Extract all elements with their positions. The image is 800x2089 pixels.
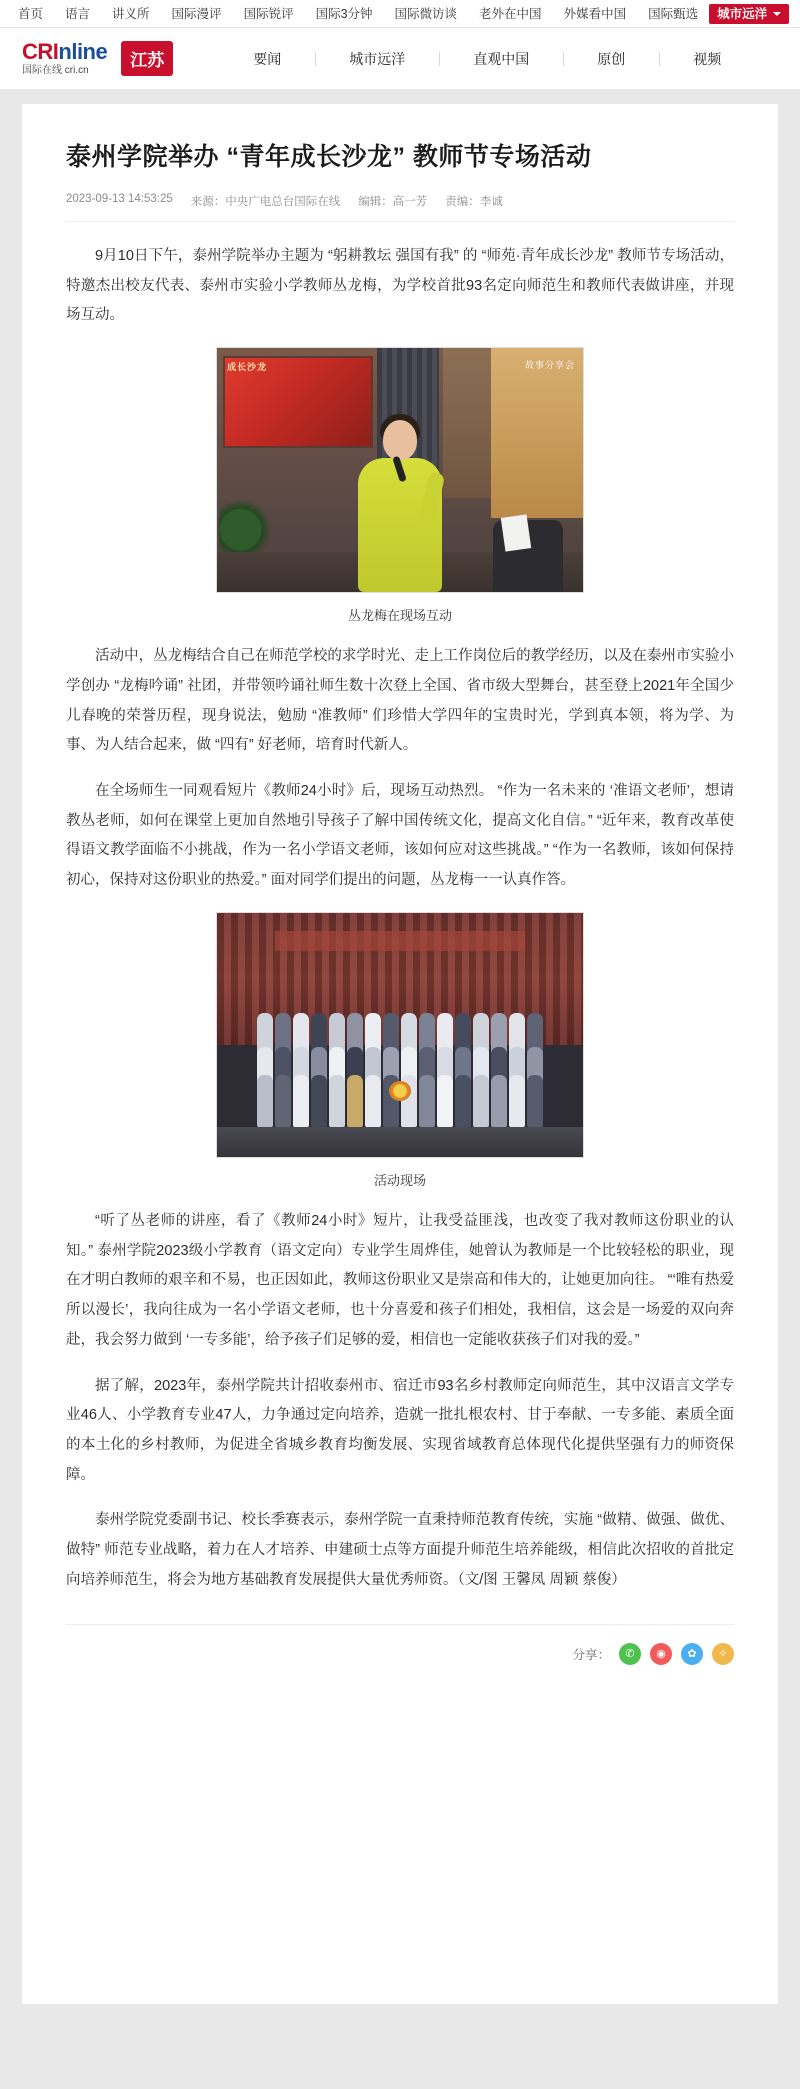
article-paragraph: 9月10日下午，泰州学院举办主题为 “躬耕教坛 强国有我” 的 “师苑·青年成长沙龙” 教师节专场活动，特邀杰出校友代表、泰州市实验小学教师丛龙梅，为学校首批93名定向师范生和教师代表做讲座，并现场互动。 [66,248,734,324]
chevron-down-icon [773,12,781,16]
topnav-item-9[interactable]: 国际甄选 [648,6,699,21]
qzone-icon[interactable]: ✧ [712,1643,734,1665]
photo1-speaker [352,412,448,592]
header-nav-item-0[interactable]: 要闻 [253,50,282,67]
qq-icon[interactable]: ✿ [681,1643,703,1665]
topnav-item-0[interactable]: 首页 [18,6,44,21]
article-paragraph: 据了解，2023年，泰州学院共计招收泰州市、宿迁市93名乡村教师定向师范生，其中汉语言文学专业46人、小学教育专业47人，力争通过定向培养，造就一批扎根农村、甘于奉献、一专多能、素质全面的本土化的乡村教师，为促进全省城乡教育均衡发展、实现省域教育总体现代化提供坚强有力的师资保障。 [66,1377,734,1483]
logo-line-1 [22,41,107,63]
meta-datetime: 2023-09-13 14:53:25 [66,193,173,205]
header-nav-item-1[interactable]: 城市远洋 [315,49,439,69]
photo1-paper [501,515,531,552]
photo2-floor [217,1127,583,1157]
cri-logo-text [22,41,115,76]
topnav-item-city-ocean-label: 城市远洋 [717,6,768,21]
meta-source: 来源：中央广电总台国际在线 [190,196,341,208]
meta-editor: 编辑：高一芳 [358,196,428,208]
photo1-screen-text-left: 成长沙龙 [227,362,268,373]
article-paragraph: 活动中，丛龙梅结合自己在师范学校的求学时光、走上工作岗位后的教学经历，以及在泰州市实验小学创办 “龙梅吟诵” 社团，并带领吟诵社师生数十次登上全国、省市级大型舞台，甚至登上2021年全国少儿春晚的荣誉历程，现身说法，勉励 “准教师” 们珍惜大学四年的宝贵时光，学到真本领，将为学、为事、为人结合起来，做 “四有” 好老师，培育时代新人。 [66,648,734,754]
topnav-item-6[interactable]: 国际微访谈 [394,6,458,21]
photo1-wall-panel-2 [443,348,491,498]
article-paragraph: 在全场师生一同观看短片《教师24小时》后，现场互动热烈。 “作为一名未来的 ‘准语文老师’，想请教丛老师，如何在课堂上更加自然地引导孩子了解中国传统文化，提高文化自信。” “近年来，教育改革使得语文教学面临不小挑战，作为一名小学语文老师，该如何应对这些挑战。” “作为一名教师，该如何保持初心，保持对这份职业的热爱。” 面对同学们提出的问题，丛龙梅一一认真作答。 [66,783,734,889]
photo2-crowd [217,1017,583,1127]
article-figure-1 [66,347,734,624]
article-figure-2 [66,912,734,1189]
topnav-item-3[interactable]: 国际漫评 [171,6,222,21]
site-header [0,28,800,90]
site-logo[interactable] [22,41,173,76]
header-navigation [219,49,755,69]
header-nav-item-2[interactable]: 直观中国 [439,49,563,69]
photo1-speaker-head [383,420,417,460]
top-navigation-bar [0,0,800,28]
figure-2-image [216,912,584,1158]
photo1-screen-text-right: 故事分享会 [524,360,575,371]
topnav-item-4[interactable]: 国际锐评 [243,6,294,21]
wechat-icon[interactable]: ✆ [619,1643,641,1665]
topnav-item-7[interactable]: 老外在中国 [479,6,542,21]
topnav-item-2[interactable]: 讲义所 [112,6,150,21]
article-card [22,104,778,2004]
article-paragraph: 泰州学院党委副书记、校长季赛表示，泰州学院一直秉持师范教育传统，实施 “做精、做强、做优、做特” 师范专业战略，着力在人才培养、申建硕士点等方面提升师范生培养能级，相信此次招收的首批定向培养师范生，将会为地方基础教育发展提供大量优秀师资。（文/图 王馨凤 周颖 蔡俊） [66,1512,734,1588]
weibo-icon[interactable]: ◉ [650,1643,672,1665]
photo2-banner [275,931,525,951]
logo-online: nline [58,39,108,64]
photo1-plant [219,490,273,556]
topnav-item-5[interactable]: 国际3分钟 [315,6,373,21]
photo1-wall-panel [491,348,583,518]
topnav-item-8[interactable]: 外媒看中国 [563,6,627,21]
page-title: 泰州学院举办 “青年成长沙龙” 教师节专场活动 [66,143,592,171]
figure-1-image [216,347,584,593]
header-nav-item-3[interactable]: 原创 [563,49,659,69]
figure-1-caption: 丛龙梅在现场互动 [347,608,452,624]
figure-2-caption: 活动现场 [373,1172,426,1188]
header-nav-item-4[interactable]: 视频 [659,49,755,69]
photo2-bouquet [389,1081,411,1101]
logo-line-2: 国际在线 cri.cn [22,65,89,76]
topnav-item-city-ocean[interactable] [709,4,789,24]
article-meta [66,193,734,222]
region-badge: 江苏 [121,41,173,76]
article-paragraph: “听了丛老师的讲座，看了《教师24小时》短片，让我受益匪浅，也改变了我对教师这份职业的认知。” 泰州学院2023级小学教育（语文定向）专业学生周烨佳，她曾认为教师是一个比较轻松的职业，现在才明白教师的艰辛和不易，也正因如此，教师这份职业又是崇高和伟大的，让她更加向往。 “‘唯有热爱所以漫长’，我向往成为一名小学语文老师，也十分喜爱和孩子们相处，我相信，这会是一场爱的双向奔赴，我会努力做到 ‘一专多能’，给予孩子们足够的爱，相信也一定能收获孩子们对我的爱。” [66,1212,734,1348]
logo-cri: CRI [22,39,59,64]
share-bar [66,1624,734,1665]
meta-reviewer: 责编：李诚 [445,196,503,208]
topnav-item-1[interactable]: 语言 [65,6,91,21]
share-label: 分享： [572,1647,610,1662]
